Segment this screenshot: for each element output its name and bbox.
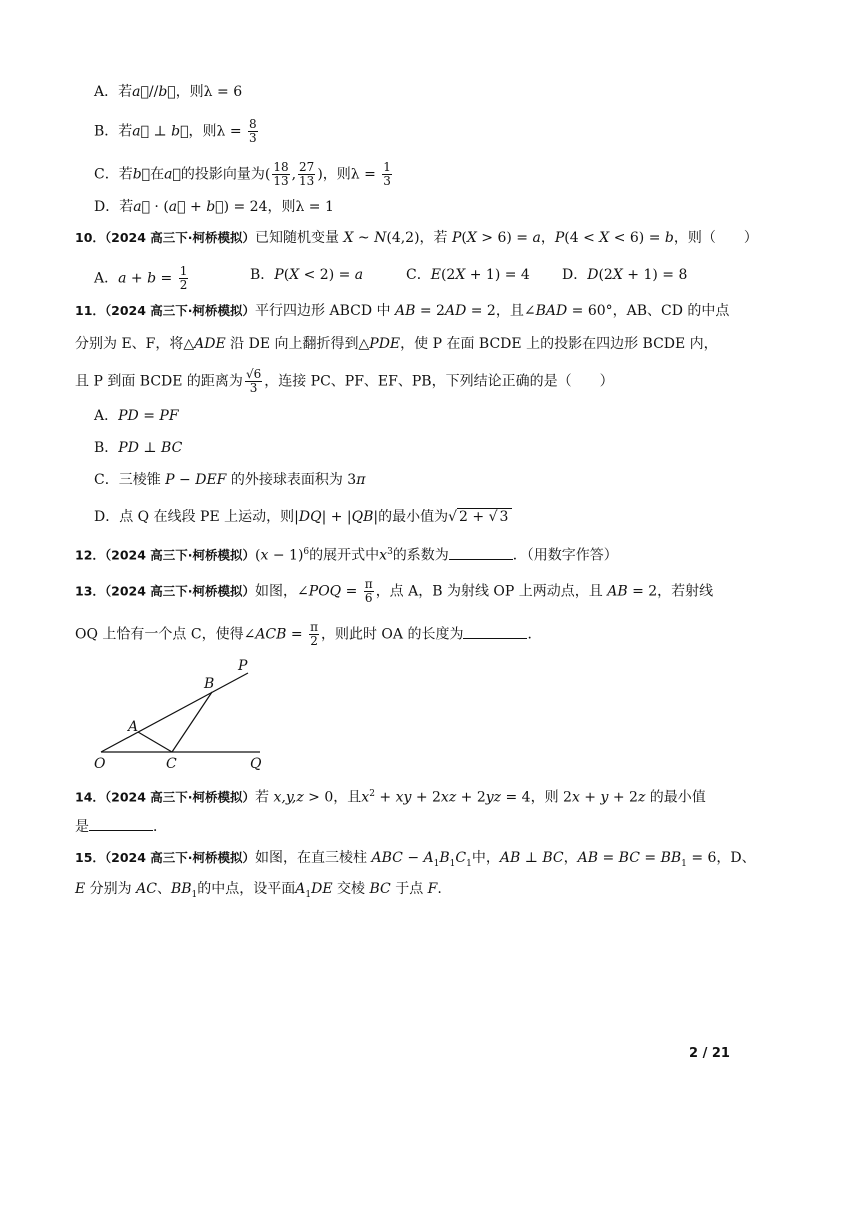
question-11-line1: 11．（2024 高三下·柯桥模拟）平行四边形 ABCD 中 AB = 2AD = 2，且∠BAD = 60°，AB、CD 的中点 (75, 303, 730, 319)
label-a: A (128, 719, 139, 735)
label-c: C (166, 756, 177, 772)
q10-option-d: D．D(2X + 1) = 8 (562, 267, 688, 283)
question-10: 10．（2024 高三下·柯桥模拟）已知随机变量 X ~ N(4,2)，若 P(X > 6) = a，P(4 < X < 6) = b，则（ ） (75, 230, 758, 246)
q10-option-b: B．P(X < 2) = a (250, 267, 364, 283)
q10-option-c: C．E(2X + 1) = 4 (406, 267, 530, 283)
question-13-line2: OQ 上恰有一个点 C，使得∠ACB = $\frac{\pi}{2}$ ，则此时 OA 的长度为 ． (75, 620, 542, 648)
question-11-line2: 分别为 E、F，将△ADE 沿 DE 向上翻折得到△PDE，使 P 在面 BCDE 上的投影在四边形 BCDE 内， (75, 336, 718, 352)
ray-op (101, 673, 248, 752)
label-q: Q (250, 756, 262, 772)
q9-option-b: B．若a⃗ ⊥ b⃗，则λ = $\frac{8}{3}$ (94, 117, 257, 145)
q10-option-a: A．a + b = $\frac{1}{2}$ (94, 264, 188, 292)
label-o: O (94, 756, 106, 772)
q9-option-c: C．若b⃗在a⃗的投影向量为( $\frac{18}{13}$ , $\frac{27}{13}$ )，则λ = $\frac{1}{3}$ (94, 160, 391, 188)
question-12: 12．（2024 高三下·柯桥模拟）$(x - 1)^6$的展开式中$x^3$的系数为 ．（用数字作答） (75, 542, 618, 566)
q9-option-a: A．若a⃗//b⃗，则λ = 6 (94, 84, 243, 100)
label-p: P (238, 658, 248, 674)
segment-bc (172, 692, 212, 752)
label-b: B (204, 676, 215, 692)
q9-option-d: D．若a⃗ · (a⃗ + b⃗) = 24，则λ = 1 (94, 199, 334, 215)
question-15-line1: 15．（2024 高三下·柯桥模拟）如图，在直三棱柱 ABC − $A_1B_1C_1$中，AB ⊥ BC，AB = BC = $BB_1 = 6$，D、 (75, 850, 756, 869)
q11-option-d: D．点 Q 在线段 PE 上运动，则|DQ| + |QB|的最小值为√ 2 + √ 3 (94, 507, 512, 527)
question-14-line1: 14．（2024 高三下·柯桥模拟）若 x,y,z > 0，且$x^2$ + xy + 2xz + 2yz = 4，则 2x + y + 2z 的最小值 (75, 789, 706, 806)
question-14-line2: 是 ． (75, 816, 167, 837)
q13-geometry-figure (88, 655, 278, 773)
q11-option-c: C．三棱锥 P − DEF 的外接球表面积为 3π (94, 472, 366, 488)
segment-ac (138, 732, 172, 752)
question-15-line2: E 分别为 AC、$BB_1$的中点，设平面$A_1DE$ 交棱 BC 于点 F. (75, 881, 442, 900)
question-13-line1: 13．（2024 高三下·柯桥模拟）如图，∠POQ = $\frac{\pi}{6}$ ，点 A，B 为射线 OP 上两动点，且 AB = 2，若射线 (75, 577, 714, 605)
q11-option-b: B．PD ⊥ BC (94, 440, 183, 456)
page-number: 2 / 21 (689, 1046, 730, 1061)
q11-option-a: A．PD = PF (94, 408, 179, 424)
question-11-line3: 且 P 到面 BCDE 的距离为 $\frac{√6}{3}$ ，连接 PC、PF、EF、PB，下列结论正确的是（ ） (75, 367, 614, 395)
